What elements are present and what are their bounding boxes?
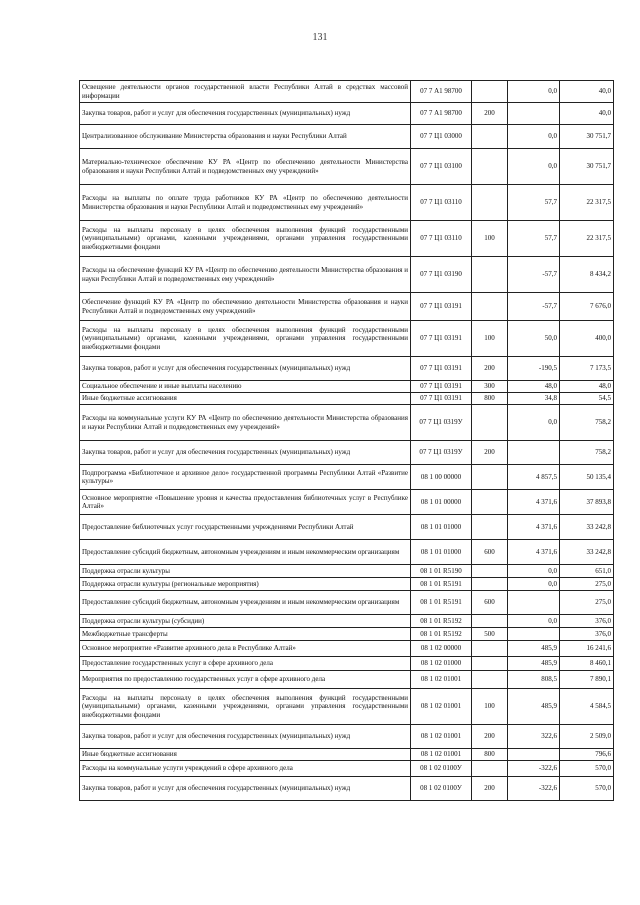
- row-change-amount-cell: [508, 441, 560, 465]
- row-name-cell: Закупка товаров, работ и услуг для обеспечения государственных (муниципальных) нужд: [80, 725, 411, 749]
- row-expense-type-cell: 500: [472, 628, 508, 641]
- row-change-amount-cell: -190,5: [508, 357, 560, 381]
- row-total-amount-cell: 796,6: [560, 749, 614, 761]
- row-code-cell: 08 1 01 00000: [411, 490, 472, 515]
- row-name-cell: Предоставление государственных услуг в сфере архивного дела: [80, 657, 411, 671]
- row-code-cell: 08 1 02 00000: [411, 641, 472, 657]
- row-code-cell: 07 7 Ц1 03191: [411, 357, 472, 381]
- row-code-cell: 08 1 01 R5191: [411, 578, 472, 591]
- row-total-amount-cell: 30 751,7: [560, 149, 614, 185]
- row-expense-type-cell: 800: [472, 393, 508, 405]
- row-name-cell: Закупка товаров, работ и услуг для обеспечения государственных (муниципальных) нужд: [80, 777, 411, 801]
- row-code-cell: 07 7 Ц1 03191: [411, 321, 472, 357]
- row-name-cell: Расходы на выплаты по оплате труда работников КУ РА «Центр по обеспечению деятельности Министерства образования и науки Республики Алтай и подведомственных ему учреждений»: [80, 185, 411, 221]
- table-row: [80, 405, 614, 441]
- table-row: [80, 641, 614, 657]
- row-change-amount-cell: 57,7: [508, 185, 560, 221]
- row-code-cell: 08 1 01 01000: [411, 515, 472, 540]
- table-row: [80, 465, 614, 490]
- row-change-amount-cell: 48,0: [508, 381, 560, 393]
- row-change-amount-cell: 4 371,6: [508, 515, 560, 540]
- row-name-cell: Социальное обеспечение и иные выплаты населению: [80, 381, 411, 393]
- row-change-amount-cell: -322,6: [508, 761, 560, 777]
- row-change-amount-cell: 0,0: [508, 565, 560, 578]
- table-row: [80, 441, 614, 465]
- table-row: [80, 149, 614, 185]
- row-expense-type-cell: [472, 293, 508, 321]
- table-row: [80, 257, 614, 293]
- row-code-cell: 07 7 Ц1 03110: [411, 221, 472, 257]
- row-code-cell: 07 7 Ц1 03110: [411, 185, 472, 221]
- row-change-amount-cell: [508, 591, 560, 615]
- row-change-amount-cell: 485,9: [508, 641, 560, 657]
- table-row: [80, 221, 614, 257]
- row-total-amount-cell: 8 434,2: [560, 257, 614, 293]
- row-change-amount-cell: 808,5: [508, 671, 560, 689]
- row-total-amount-cell: 758,2: [560, 441, 614, 465]
- row-expense-type-cell: [472, 257, 508, 293]
- row-total-amount-cell: 8 460,1: [560, 657, 614, 671]
- row-name-cell: Централизованное обслуживание Министерства образования и науки Республики Алтай: [80, 125, 411, 149]
- table-row: [80, 657, 614, 671]
- row-name-cell: Расходы на выплаты персоналу в целях обеспечения выполнения функций государственными (муниципальными) органами, казенными учреждениями, органами управления государственными внебюджетными фондами: [80, 321, 411, 357]
- table-row: [80, 125, 614, 149]
- table-row: [80, 749, 614, 761]
- row-code-cell: 08 1 01 01000: [411, 540, 472, 565]
- row-change-amount-cell: [508, 628, 560, 641]
- table-row: [80, 578, 614, 591]
- row-change-amount-cell: 0,0: [508, 578, 560, 591]
- row-code-cell: 07 7 Ц1 03191: [411, 293, 472, 321]
- row-expense-type-cell: 200: [472, 725, 508, 749]
- table-row: [80, 515, 614, 540]
- row-expense-type-cell: [472, 565, 508, 578]
- row-total-amount-cell: 37 893,8: [560, 490, 614, 515]
- row-total-amount-cell: 651,0: [560, 565, 614, 578]
- row-expense-type-cell: 600: [472, 540, 508, 565]
- row-code-cell: 07 7 А1 98700: [411, 81, 472, 103]
- row-total-amount-cell: 33 242,8: [560, 540, 614, 565]
- row-total-amount-cell: 376,0: [560, 615, 614, 628]
- row-expense-type-cell: [472, 657, 508, 671]
- row-name-cell: Поддержка отрасли культуры (региональные мероприятия): [80, 578, 411, 591]
- row-expense-type-cell: [472, 490, 508, 515]
- row-expense-type-cell: [472, 81, 508, 103]
- row-code-cell: 07 7 А1 98700: [411, 103, 472, 125]
- row-name-cell: Освещение деятельности органов государственной власти Республики Алтай в средствах массовой информации: [80, 81, 411, 103]
- row-expense-type-cell: [472, 615, 508, 628]
- row-expense-type-cell: [472, 671, 508, 689]
- row-expense-type-cell: [472, 641, 508, 657]
- row-name-cell: Закупка товаров, работ и услуг для обеспечения государственных (муниципальных) нужд: [80, 441, 411, 465]
- row-name-cell: Расходы на обеспечение функций КУ РА «Центр по обеспечению деятельности Министерства образования и науки Республики Алтай и подведомственных ему учреждений»: [80, 257, 411, 293]
- row-name-cell: Предоставление субсидий бюджетным, автономным учреждениям и иным некоммерческим организациям: [80, 540, 411, 565]
- row-expense-type-cell: [472, 578, 508, 591]
- row-code-cell: 08 1 02 01001: [411, 749, 472, 761]
- row-expense-type-cell: [472, 465, 508, 490]
- row-code-cell: 08 1 02 01001: [411, 671, 472, 689]
- row-code-cell: 08 1 01 R5191: [411, 591, 472, 615]
- table-row: [80, 185, 614, 221]
- page-number: 131: [312, 32, 328, 43]
- table-row: [80, 671, 614, 689]
- row-change-amount-cell: 0,0: [508, 125, 560, 149]
- row-expense-type-cell: 200: [472, 103, 508, 125]
- row-name-cell: Иные бюджетные ассигнования: [80, 393, 411, 405]
- row-total-amount-cell: 4 584,5: [560, 689, 614, 725]
- row-change-amount-cell: 4 371,6: [508, 490, 560, 515]
- row-name-cell: Предоставление библиотечных услуг государственными учреждениями Республики Алтай: [80, 515, 411, 540]
- row-expense-type-cell: 100: [472, 689, 508, 725]
- row-change-amount-cell: 0,0: [508, 81, 560, 103]
- row-expense-type-cell: [472, 149, 508, 185]
- budget-table-body: [80, 81, 614, 801]
- row-total-amount-cell: 758,2: [560, 405, 614, 441]
- row-change-amount-cell: -57,7: [508, 293, 560, 321]
- row-code-cell: 07 7 Ц1 0319У: [411, 405, 472, 441]
- row-name-cell: Расходы на коммунальные услуги учреждений в сфере архивного дела: [80, 761, 411, 777]
- row-total-amount-cell: 16 241,6: [560, 641, 614, 657]
- row-total-amount-cell: 33 242,8: [560, 515, 614, 540]
- row-name-cell: Расходы на выплаты персоналу в целях обеспечения выполнения функций государственными (муниципальными) органами, казенными учреждениями, органами управления государственными внебюджетными фондами: [80, 221, 411, 257]
- row-code-cell: 08 1 00 00000: [411, 465, 472, 490]
- row-expense-type-cell: [472, 761, 508, 777]
- row-total-amount-cell: 7 676,0: [560, 293, 614, 321]
- row-total-amount-cell: 7 890,1: [560, 671, 614, 689]
- row-total-amount-cell: 2 509,0: [560, 725, 614, 749]
- table-row: [80, 777, 614, 801]
- row-code-cell: 08 1 01 R5192: [411, 628, 472, 641]
- row-total-amount-cell: 570,0: [560, 761, 614, 777]
- row-code-cell: 08 1 02 0100У: [411, 761, 472, 777]
- row-name-cell: Поддержка отрасли культуры (субсидии): [80, 615, 411, 628]
- row-change-amount-cell: 0,0: [508, 405, 560, 441]
- row-total-amount-cell: 376,0: [560, 628, 614, 641]
- row-total-amount-cell: 275,0: [560, 578, 614, 591]
- row-change-amount-cell: 0,0: [508, 149, 560, 185]
- row-name-cell: Межбюджетные трансферты: [80, 628, 411, 641]
- row-name-cell: Поддержка отрасли культуры: [80, 565, 411, 578]
- row-expense-type-cell: 800: [472, 749, 508, 761]
- row-code-cell: 08 1 02 0100У: [411, 777, 472, 801]
- row-code-cell: 08 1 01 R5190: [411, 565, 472, 578]
- row-expense-type-cell: [472, 125, 508, 149]
- row-total-amount-cell: 54,5: [560, 393, 614, 405]
- row-change-amount-cell: 4 857,5: [508, 465, 560, 490]
- row-total-amount-cell: 570,0: [560, 777, 614, 801]
- table-row: [80, 689, 614, 725]
- row-change-amount-cell: 57,7: [508, 221, 560, 257]
- row-name-cell: Материально-техническое обеспечение КУ РА «Центр по обеспечению деятельности Министерства образования и науки Республики Алтай и подведомственных ему учреждений»: [80, 149, 411, 185]
- row-code-cell: 07 7 Ц1 03191: [411, 381, 472, 393]
- table-row: [80, 393, 614, 405]
- row-code-cell: 07 7 Ц1 03191: [411, 393, 472, 405]
- row-change-amount-cell: 485,9: [508, 657, 560, 671]
- row-change-amount-cell: [508, 103, 560, 125]
- table-row: [80, 628, 614, 641]
- table-row: [80, 381, 614, 393]
- row-total-amount-cell: 22 317,5: [560, 185, 614, 221]
- row-name-cell: Подпрограмма «Библиотечное и архивное дело» государственной программы Республики Алтай «Развитие культуры»: [80, 465, 411, 490]
- row-code-cell: 07 7 Ц1 03100: [411, 149, 472, 185]
- row-total-amount-cell: 40,0: [560, 81, 614, 103]
- table-row: [80, 761, 614, 777]
- row-code-cell: 08 1 01 R5192: [411, 615, 472, 628]
- row-change-amount-cell: 34,8: [508, 393, 560, 405]
- row-change-amount-cell: [508, 749, 560, 761]
- table-row: [80, 540, 614, 565]
- row-expense-type-cell: [472, 405, 508, 441]
- table-row: [80, 81, 614, 103]
- row-total-amount-cell: 40,0: [560, 103, 614, 125]
- row-name-cell: Расходы на выплаты персоналу в целях обеспечения выполнения функций государственными (муниципальными) органами, казенными учреждениями, органами управления государственными внебюджетными фондами: [80, 689, 411, 725]
- row-total-amount-cell: 30 751,7: [560, 125, 614, 149]
- row-expense-type-cell: 200: [472, 777, 508, 801]
- table-row: [80, 615, 614, 628]
- row-change-amount-cell: 485,9: [508, 689, 560, 725]
- row-change-amount-cell: 4 371,6: [508, 540, 560, 565]
- budget-table: [79, 80, 614, 801]
- row-name-cell: Расходы на коммунальные услуги КУ РА «Центр по обеспечению деятельности Министерства образования и науки Республики Алтай и подведомственных ему учреждений»: [80, 405, 411, 441]
- row-expense-type-cell: 100: [472, 221, 508, 257]
- row-change-amount-cell: 50,0: [508, 321, 560, 357]
- row-code-cell: 08 1 02 01001: [411, 689, 472, 725]
- row-name-cell: Основное мероприятие «Повышение уровня и качества предоставления библиотечных услуг в Республике Алтай»: [80, 490, 411, 515]
- row-expense-type-cell: 600: [472, 591, 508, 615]
- row-name-cell: Закупка товаров, работ и услуг для обеспечения государственных (муниципальных) нужд: [80, 103, 411, 125]
- table-row: [80, 103, 614, 125]
- row-change-amount-cell: 322,6: [508, 725, 560, 749]
- row-name-cell: Мероприятия по предоставлению государственных услуг в сфере архивного дела: [80, 671, 411, 689]
- row-total-amount-cell: 400,0: [560, 321, 614, 357]
- row-code-cell: 08 1 02 01000: [411, 657, 472, 671]
- row-code-cell: 08 1 02 01001: [411, 725, 472, 749]
- row-total-amount-cell: 48,0: [560, 381, 614, 393]
- row-name-cell: Обеспечение функций КУ РА «Центр по обеспечению деятельности Министерства образования и науки Республики Алтай и подведомственных ему учреждений»: [80, 293, 411, 321]
- table-row: [80, 565, 614, 578]
- row-change-amount-cell: -322,6: [508, 777, 560, 801]
- row-total-amount-cell: 50 135,4: [560, 465, 614, 490]
- table-row: [80, 357, 614, 381]
- row-name-cell: Предоставление субсидий бюджетным, автономным учреждениям и иным некоммерческим организациям: [80, 591, 411, 615]
- table-row: [80, 490, 614, 515]
- table-row: [80, 725, 614, 749]
- row-expense-type-cell: 200: [472, 357, 508, 381]
- table-row: [80, 293, 614, 321]
- row-expense-type-cell: 100: [472, 321, 508, 357]
- table-row: [80, 591, 614, 615]
- row-change-amount-cell: 0,0: [508, 615, 560, 628]
- row-change-amount-cell: -57,7: [508, 257, 560, 293]
- row-name-cell: Иные бюджетные ассигнования: [80, 749, 411, 761]
- row-name-cell: Закупка товаров, работ и услуг для обеспечения государственных (муниципальных) нужд: [80, 357, 411, 381]
- row-expense-type-cell: 200: [472, 441, 508, 465]
- row-expense-type-cell: [472, 185, 508, 221]
- row-code-cell: 07 7 Ц1 03190: [411, 257, 472, 293]
- row-code-cell: 07 7 Ц1 03000: [411, 125, 472, 149]
- table-row: [80, 321, 614, 357]
- row-code-cell: 07 7 Ц1 0319У: [411, 441, 472, 465]
- row-total-amount-cell: 275,0: [560, 591, 614, 615]
- row-total-amount-cell: 22 317,5: [560, 221, 614, 257]
- row-expense-type-cell: 300: [472, 381, 508, 393]
- row-name-cell: Основное мероприятие «Развитие архивного дела в Республике Алтай»: [80, 641, 411, 657]
- row-total-amount-cell: 7 173,5: [560, 357, 614, 381]
- row-expense-type-cell: [472, 515, 508, 540]
